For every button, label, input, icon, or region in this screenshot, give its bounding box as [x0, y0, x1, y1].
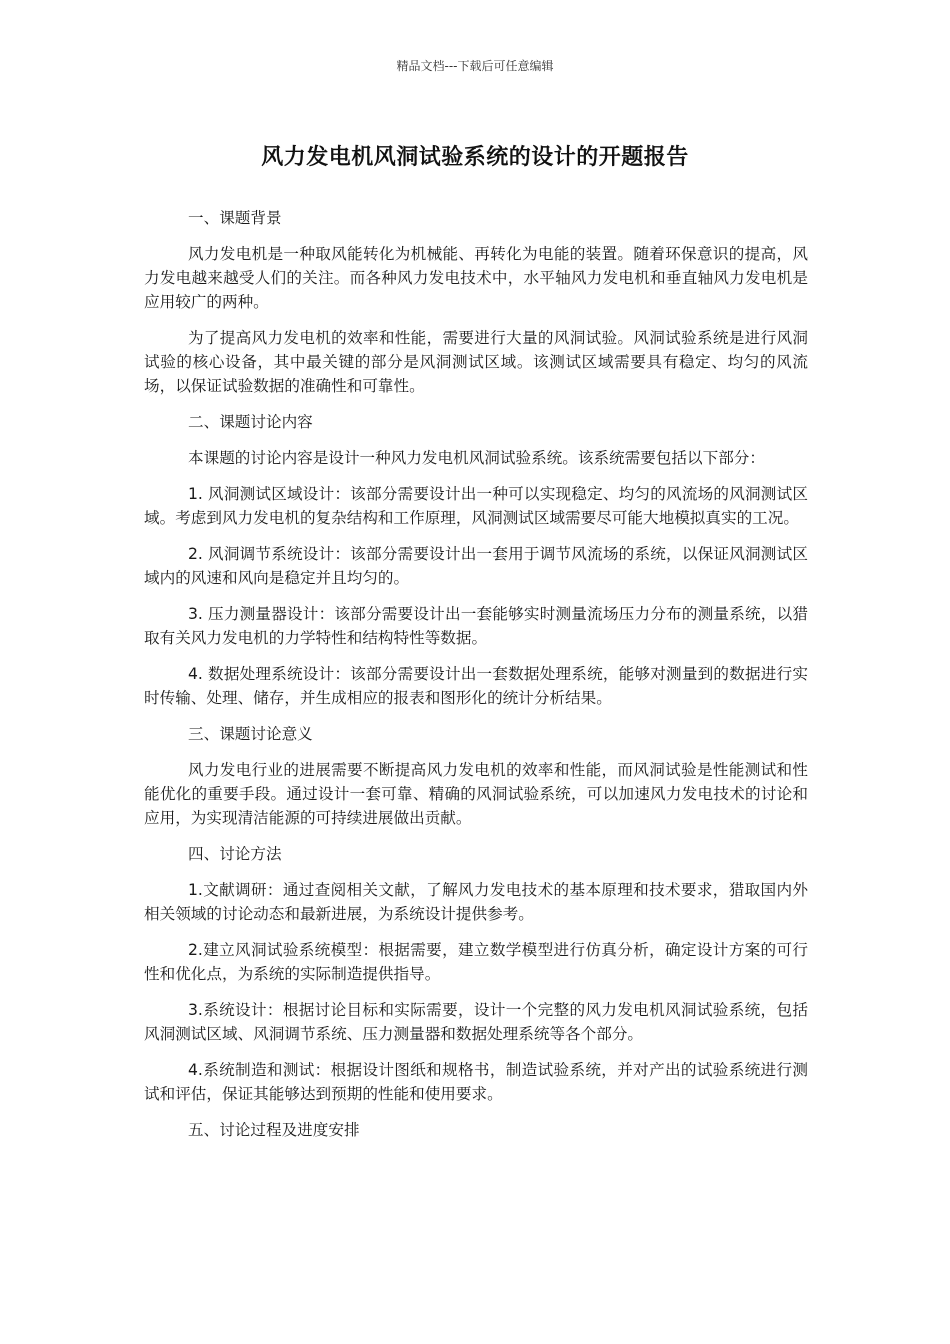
list-item: 2. 风洞调节系统设计：该部分需要设计出一套用于调节风流场的系统，以保证风洞测试区域内的风速和风向是稳定并且均匀的。	[144, 545, 808, 587]
list-item: 1. 风洞测试区域设计：该部分需要设计出一种可以实现稳定、均匀的风流场的风洞测试区域。考虑到风力发电机的复杂结构和工作原理，风洞测试区域需要尽可能大地模拟真实的工况。	[144, 485, 808, 527]
section-heading-content: 二、课题讨论内容	[188, 413, 313, 431]
document-body	[144, 206, 808, 1154]
list-item: 4. 数据处理系统设计：该部分需要设计出一套数据处理系统，能够对测量到的数据进行实时传输、处理、储存，并生成相应的报表和图形化的统计分析结果。	[144, 665, 808, 707]
section-heading-significance: 三、课题讨论意义	[188, 725, 313, 743]
section-heading-schedule: 五、讨论过程及进度安排	[188, 1121, 360, 1139]
paragraph: 风力发电行业的进展需要不断提高风力发电机的效率和性能，而风洞试验是性能测试和性能优化的重要手段。通过设计一套可靠、精确的风洞试验系统，可以加速风力发电技术的讨论和应用，为实现清洁能源的可持续进展做出贡献。	[144, 761, 808, 827]
paragraph: 风力发电机是一种取风能转化为机械能、再转化为电能的装置。随着环保意识的提高，风力发电越来越受人们的关注。而各种风力发电技术中，水平轴风力发电机和垂直轴风力发电机是应用较广的两种。	[144, 245, 808, 311]
paragraph: 本课题的讨论内容是设计一种风力发电机风洞试验系统。该系统需要包括以下部分：	[188, 449, 765, 467]
document-title: 风力发电机风洞试验系统的设计的开题报告	[261, 145, 689, 170]
section-heading-methods: 四、讨论方法	[188, 845, 282, 863]
paragraph: 为了提高风力发电机的效率和性能，需要进行大量的风洞试验。风洞试验系统是进行风洞试验的核心设备，其中最关键的部分是风洞测试区域。该测试区域需要具有稳定、均匀的风流场，以保证试验数据的准确性和可靠性。	[144, 329, 808, 395]
list-item: 2.建立风洞试验系统模型：根据需要，建立数学模型进行仿真分析，确定设计方案的可行性和优化点，为系统的实际制造提供指导。	[144, 941, 808, 983]
list-item: 3.系统设计：根据讨论目标和实际需要，设计一个完整的风力发电机风洞试验系统，包括风洞测试区域、风洞调节系统、压力测量器和数据处理系统等各个部分。	[144, 1001, 808, 1043]
section-heading-background: 一、课题背景	[188, 209, 282, 227]
list-item: 3. 压力测量器设计：该部分需要设计出一套能够实时测量流场压力分布的测量系统，以猎取有关风力发电机的力学特性和结构特性等数据。	[144, 605, 808, 647]
list-item: 4.系统制造和测试：根据设计图纸和规格书，制造试验系统，并对产出的试验系统进行测试和评估，保证其能够达到预期的性能和使用要求。	[144, 1061, 808, 1103]
header-note: 精品文档---下载后可任意编辑	[396, 59, 554, 73]
list-item: 1.文献调研：通过查阅相关文献，了解风力发电技术的基本原理和技术要求，猎取国内外相关领域的讨论动态和最新进展，为系统设计提供参考。	[144, 881, 808, 923]
